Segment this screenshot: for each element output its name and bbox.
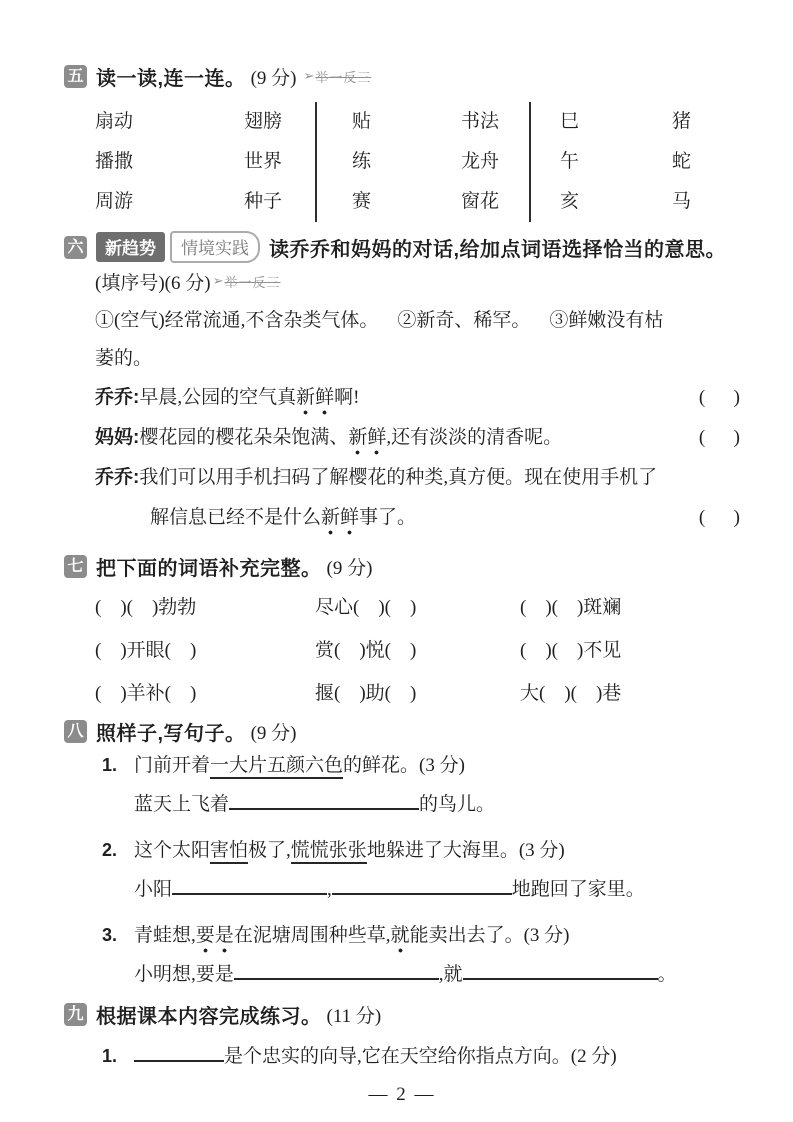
options-line-1: ①(空气)经常流通,不含杂类气体。 ②新奇、稀罕。 ③鲜嫩没有枯 [95,310,664,331]
match-word: 窗花 [461,191,500,212]
matching-column [95,102,244,222]
match-word: 蛇 [672,151,692,172]
dotted-word: 新鲜 [296,387,334,415]
write-in-blank [172,893,327,895]
idiom-blank: 大( )( )巷 [520,683,622,704]
idiom-blank: 尽心( )( ) [315,597,417,618]
write-in-blank [234,978,439,980]
tag-juyifansan [303,67,371,86]
section-9-points: (11 分) [326,1005,382,1027]
matching-column [244,102,282,222]
speaker-name: 乔乔: [95,387,140,408]
matching-column [672,102,691,222]
dotted-word: 新鲜 [321,507,359,535]
answer-text: 的鸟儿。 [419,794,496,815]
item-number: 3. [102,925,118,945]
idiom-blank: 揠( )助( ) [315,683,417,704]
match-word: 赛 [352,191,372,212]
match-word: 扇动 [95,111,134,132]
section-5-number-badge: 五 [64,65,87,88]
tag-label: 举一反三 [315,69,372,85]
arrow-icon: ➢ [303,68,315,83]
fill-number-note: (填序号)(6 分) [95,272,211,294]
matching-column [352,102,461,222]
idiom-blank: 赏( )悦( ) [315,640,417,661]
dialogue-text: 事了。 [359,507,417,528]
dialogue-text: 啊! [334,387,360,408]
section-6-number-badge: 六 [64,236,87,259]
example-text: 这个太阳 [134,840,211,861]
idiom-blank: ( )( )勃勃 [95,597,197,618]
match-word: 贴 [352,111,372,132]
idiom-blank: ( )( )不见 [520,640,622,661]
example-text: 在泥塘周围种些草, [233,925,391,946]
example-text: 青蛙想, [134,925,196,946]
section-9-title: 根据课本内容完成练习。 [96,1005,322,1028]
item-number: 2. [102,840,118,860]
question-text: 是个忠实的向导,它在天空给你指点方向。 [224,1046,571,1067]
section-8-number-badge: 八 [64,720,87,743]
page-number: — 2 — [368,1084,436,1105]
write-in-blank [134,1060,224,1062]
match-word: 世界 [244,151,283,172]
dialogue-text: 早晨,公园的空气真 [139,387,297,408]
sentence-item-2 [102,830,740,870]
dialogue-line-2 [95,418,740,458]
options-line-2: 萎的。 [95,348,153,369]
sentence-item-3 [102,915,740,955]
tag-label: 举一反三 [224,274,281,290]
new-trend-badge: 新趋势 [96,232,165,262]
matching-group-2 [315,102,529,222]
dotted-word: 就 [391,925,410,953]
item-number: 1. [102,1046,118,1066]
idiom-blank: ( )( )斑斓 [520,597,622,618]
answer-text: 蓝天上飞着 [134,794,230,815]
answer-text: ,就 [438,964,463,985]
match-word: 播撒 [95,151,134,172]
match-word: 马 [672,191,692,212]
match-word: 周游 [95,191,134,212]
dialogue-line-3a [95,458,740,498]
matching-exercise [95,102,740,222]
example-text: 地躲进了大海里。 [366,840,519,861]
sentence-item-2-answer [102,870,740,910]
section-7-points: (9 分) [326,557,373,579]
example-text: 门前开着 [134,755,211,776]
speaker-name: 妈妈: [95,427,140,448]
section-6-title: 读乔乔和妈妈的对话,给加点词语选择恰当的意思。 [269,238,727,261]
answer-text: 小阳 [134,879,173,900]
dialogue-line-3b [95,498,740,538]
matching-column [560,102,672,222]
item-points: (2 分) [570,1046,617,1067]
matching-group-3 [529,102,740,222]
match-word: 书法 [461,111,500,132]
section-6-subtitle [95,268,740,294]
item-points: (3 分) [419,755,465,776]
item-points: (3 分) [518,840,565,861]
section-7-number-badge: 七 [64,555,87,578]
answer-text: , [327,879,332,900]
underlined-phrase: 一大片五颜六色 [210,755,343,779]
section-8-title: 照样子,写句子。 [96,722,246,745]
item-points: (3 分) [523,925,570,946]
dialogue-line-1 [95,378,740,418]
item-number: 1. [102,755,118,775]
write-in-blank [332,893,512,895]
answer-text: 小明想,要是 [134,964,234,985]
section-5-title: 读一读,连一连。 [96,67,246,90]
dialogue-text: 我们可以用手机扫码了解樱花的种类,真方便。现在使用手机了 [139,467,658,488]
answer-text: 。 [657,964,677,985]
answer-parentheses: ( ) [698,507,740,528]
section-8-header [64,717,740,745]
idiom-blank: ( )开眼( ) [95,640,197,661]
underlined-phrase: 慌慌张张 [291,840,367,864]
match-word: 种子 [244,191,283,212]
section-7-title: 把下面的词语补充完整。 [96,557,322,580]
example-text: 极了, [248,840,291,861]
write-in-blank [463,978,658,980]
section-7-header [64,552,740,580]
speaker-name: 乔乔: [95,467,140,488]
arrow-icon: ➢ [212,273,224,288]
tag-juyifansan [213,272,281,291]
example-text: 能卖出去了。 [409,925,524,946]
context-practice-badge: 情境实践 [170,231,260,263]
section-5-points: (9 分) [250,67,297,89]
matching-group-1 [95,102,315,222]
underlined-phrase: 害怕 [210,840,248,864]
textbook-item-1 [102,1036,740,1076]
answer-text: 地跑回了家里。 [511,879,645,900]
section-6-header [64,232,740,262]
idiom-fill-grid [95,586,740,715]
dotted-word: 要是 [196,925,234,953]
match-word: 龙舟 [461,151,500,172]
answer-parentheses: ( ) [698,387,740,408]
sentence-item-3-answer [102,955,740,995]
example-text: 的鲜花。 [343,755,420,776]
sentence-item-1 [102,745,740,785]
answer-parentheses: ( ) [698,427,740,448]
section-5-header [64,62,740,90]
match-word: 翅膀 [244,111,283,132]
write-in-blank [229,808,419,810]
dialogue-text: 解信息已经不是什么 [150,507,322,528]
sentence-item-1-answer [102,785,740,825]
dotted-word: 新鲜 [348,427,386,455]
match-word: 午 [560,151,580,172]
match-word: 巳 [560,111,580,132]
section-9-header [64,1000,740,1028]
match-word: 猪 [672,111,692,132]
meaning-options [95,302,740,378]
idiom-blank: ( )羊补( ) [95,683,197,704]
match-word: 亥 [560,191,580,212]
section-8-points: (9 分) [250,722,297,744]
matching-column [461,102,499,222]
match-word: 练 [352,151,372,172]
section-9-number-badge: 九 [64,1003,87,1026]
dialogue-text: 樱花园的樱花朵朵饱满、 [139,427,349,448]
dialogue-text: ,还有淡淡的清香呢。 [386,427,563,448]
